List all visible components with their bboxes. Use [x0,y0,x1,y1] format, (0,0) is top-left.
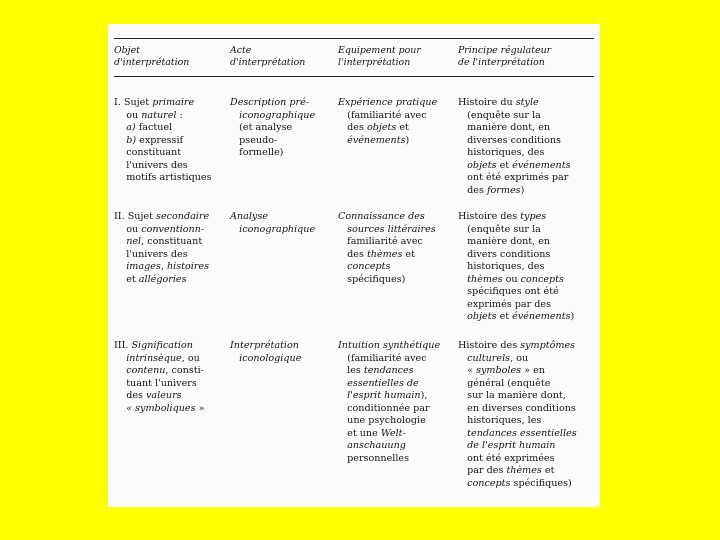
row-number: II. [114,211,125,222]
header-acte: Acte d'interprétation [230,45,306,68]
header-principe: Principe régulateur de l'interprétation [458,45,552,68]
row2-acte: Analyse iconographique [230,211,316,235]
top-rule [114,38,594,39]
header-objet: Objet d'interprétation [114,45,190,68]
header-rule [114,76,594,77]
row3-acte: Interprétation iconologique [230,340,302,364]
row2-equipement: Connaissance des sources littéraires familiarité avec des thèmes et concepts spécifiques) [338,211,436,285]
header-equipement: Equipement pour l'interprétation [338,45,421,68]
row2-principe: Histoire des types (enquête sur la manière dont, en divers conditions historiques, des thèmes ou concepts spécifiques ont été exprimés par des objets et événements) [458,211,575,322]
row1-acte: Description pré- iconographique (et analyse pseudo- formelle) [230,97,316,158]
row1-equipement: Expérience pratique (familiarité avec des objets et événements) [338,97,438,146]
row2-objet: II. Sujet secondaire ou conventionn- nel, constituant l'univers des images, histoires et allégories [114,211,210,285]
row3-principe: Histoire des symptômes culturels, ou « symboles » en général (enquête sur la manière dont, en diverses conditions historiques, les tendances essentielles de l'esprit humain ont été exprimées par des thèmes et concepts spécifiques) [458,340,577,489]
row-number: III. [114,340,129,351]
row3-equipement: Intuition synthétique (familiarité avec les tendances essentielles de l'esprit humain), conditionnée par une psychologie et une Welt- anschauung personnelles [338,340,441,464]
row3-objet: III. Signification intrinsèque, ou contenu, consti- tuant l'univers des valeurs « symboliques » [114,340,205,414]
row-number: I. [114,97,121,108]
document-page [108,24,600,507]
row1-principe: Histoire du style (enquête sur la manière dont, en diverses conditions historiques, des objets et événements ont été exprimés par des formes) [458,97,571,196]
row1-objet: I. Sujet primaire ou naturel : a) factuel b) expressif constituant l'univers des motifs artistiques [114,97,212,183]
